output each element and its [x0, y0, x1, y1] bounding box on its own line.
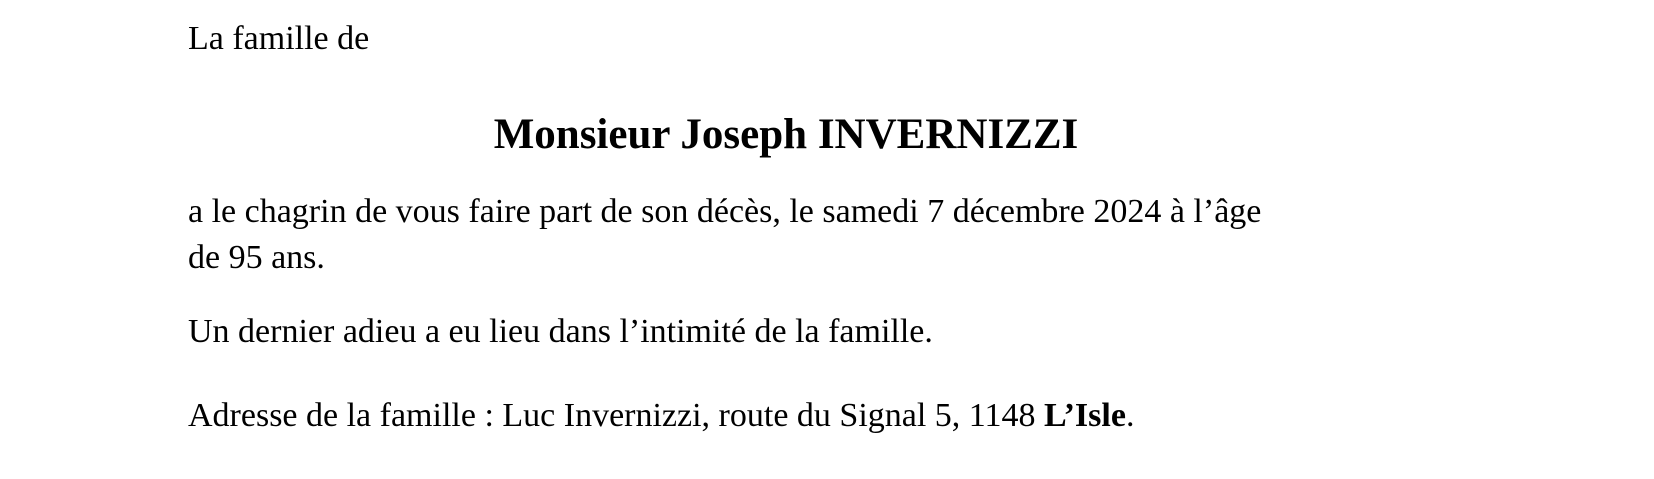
address-ending-period: . — [1125, 397, 1135, 434]
deceased-name-title: Monsieur Joseph INVERNIZZI — [493, 111, 1079, 158]
announcement-line-2: de 95 ans. — [188, 239, 325, 276]
address-locality-bold: L’Isle — [1044, 397, 1126, 434]
announcement-line-1: a le chagrin de vous faire part de son décès, le samedi 7 décembre 2024 à l’âge — [188, 193, 1262, 230]
notice-text-block — [188, 16, 1384, 439]
family-address-paragraph — [188, 393, 1384, 439]
death-announcement-paragraph — [188, 189, 1384, 281]
intro-line: La famille de — [188, 20, 370, 57]
address-text: Adresse de la famille : Luc Invernizzi, route du Signal 5, 1148 — [188, 397, 1045, 434]
farewell-paragraph: Un dernier adieu a eu lieu dans l’intimité de la famille. — [188, 313, 933, 350]
